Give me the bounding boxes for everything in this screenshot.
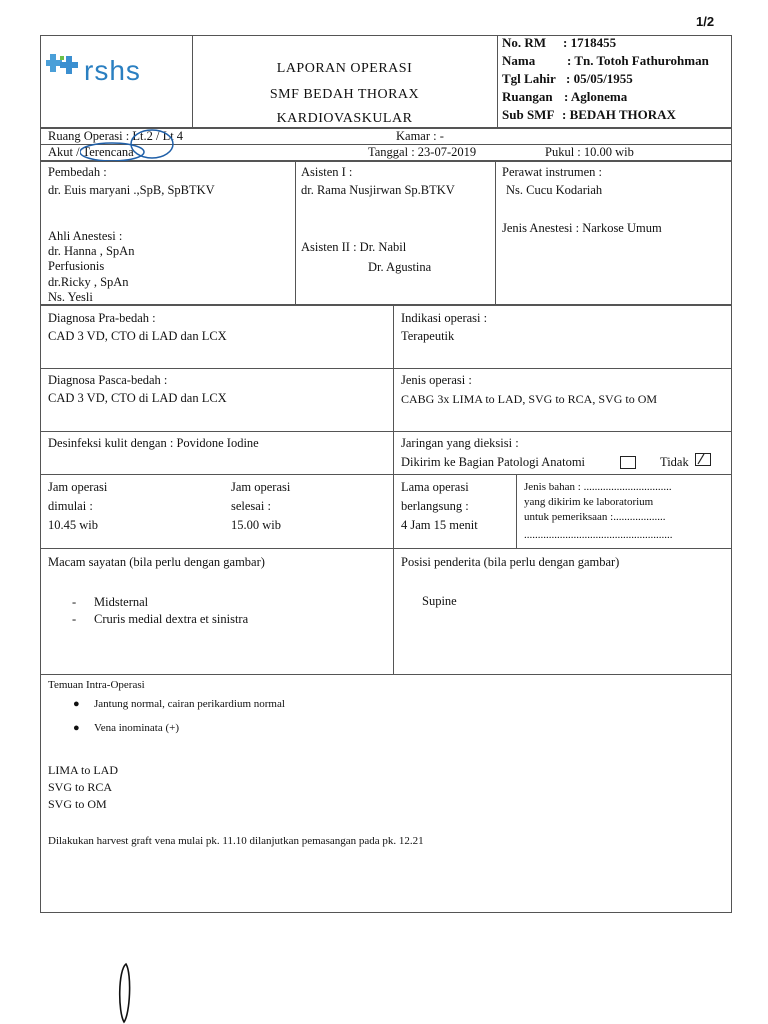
perawat-value: Ns. Cucu Kodariah bbox=[506, 183, 603, 197]
tanggal: Tanggal : 23-07-2019 bbox=[368, 145, 477, 159]
asisten-2b: Dr. Agustina bbox=[368, 260, 432, 274]
ruangan-value: : Aglonema bbox=[564, 89, 628, 104]
nama-label: Nama bbox=[502, 53, 536, 68]
temuan-bullet-1: Jantung normal, cairan perikardium normal bbox=[94, 698, 285, 710]
temuan-bullet-2: Vena inominata (+) bbox=[94, 722, 180, 734]
jaringan-tidak: Tidak bbox=[660, 455, 689, 469]
jenis-anestesi: Jenis Anestesi : Narkose Umum bbox=[502, 221, 662, 235]
sub-smf-value: : BEDAH THORAX bbox=[562, 107, 676, 122]
perfusionis-label: Perfusionis bbox=[48, 259, 105, 273]
sayatan-label: Macam sayatan (bila perlu dengan gambar) bbox=[48, 555, 265, 569]
asisten-2: Asisten II : Dr. Nabil bbox=[301, 240, 407, 254]
sayatan-dash-1: - bbox=[72, 595, 77, 609]
logo-mark-icon bbox=[46, 50, 86, 80]
diagnosa-pasca-value: CAD 3 VD, CTO di LAD dan LCX bbox=[48, 391, 227, 405]
rshs-logo bbox=[46, 50, 166, 90]
akut-terencana: Akut / Terencana bbox=[48, 145, 134, 159]
temuan-line-3: SVG to OM bbox=[48, 797, 107, 811]
desinfeksi: Desinfeksi kulit dengan : Povidone Iodine bbox=[48, 436, 259, 450]
ahli-anestesi-value: dr. Hanna , SpAn bbox=[48, 244, 135, 258]
jaringan-label: Jaringan yang dieksisi : bbox=[401, 436, 519, 450]
perawat-label: Perawat instrumen : bbox=[502, 165, 602, 179]
diagnosa-pra-value: CAD 3 VD, CTO di LAD dan LCX bbox=[48, 329, 227, 343]
title-line-3: KARDIOVASKULAR bbox=[276, 111, 413, 126]
jenis-bahan-2: yang dikirim ke laboratorium bbox=[524, 496, 654, 508]
pembedah-label: Pembedah : bbox=[48, 165, 107, 179]
temuan-line-2: SVG to RCA bbox=[48, 780, 113, 794]
title-line-2: SMF BEDAH THORAX bbox=[269, 87, 420, 102]
tgl-lahir-value: : 05/05/1955 bbox=[566, 71, 633, 86]
dikirim-checkbox[interactable] bbox=[620, 456, 636, 469]
asisten-1-value: dr. Rama Nusjirwan Sp.BTKV bbox=[301, 183, 455, 197]
jenis-operasi-label: Jenis operasi : bbox=[401, 373, 472, 387]
diagnosa-pasca-label: Diagnosa Pasca-bedah : bbox=[48, 373, 168, 387]
nama-value: : Tn. Totoh Fathurohman bbox=[567, 53, 709, 68]
jaringan-dikirim: Dikirim ke Bagian Patologi Anatomi bbox=[401, 455, 586, 469]
indikasi-value: Terapeutik bbox=[401, 329, 455, 343]
no-rm-value: : 1718455 bbox=[563, 35, 617, 50]
bullet-1: ● bbox=[73, 698, 80, 710]
jam-selesai-label-1: Jam operasi bbox=[231, 480, 291, 494]
lama-label-1: Lama operasi bbox=[401, 480, 469, 494]
lama-value: 4 Jam 15 menit bbox=[401, 518, 478, 532]
asisten-1-label: Asisten I : bbox=[301, 165, 353, 179]
ruang-operasi: Ruang Operasi : Lt.2 / Lt 4 bbox=[48, 129, 184, 143]
jam-mulai-label-1: Jam operasi bbox=[48, 480, 108, 494]
jam-mulai-value: 10.45 wib bbox=[48, 518, 98, 532]
pukul: Pukul : 10.00 wib bbox=[545, 145, 634, 159]
page-number: 1/2 bbox=[696, 14, 715, 29]
logo-text: rshs bbox=[84, 55, 141, 86]
kamar: Kamar : - bbox=[396, 129, 444, 143]
jenis-bahan-1: Jenis bahan : ................................ bbox=[524, 481, 672, 493]
jenis-bahan-3: untuk pemeriksaan :................... bbox=[524, 511, 666, 523]
bullet-2: ● bbox=[73, 722, 80, 734]
jenis-bahan-4: ...................................................... bbox=[524, 529, 673, 541]
perfusionis-2: Ns. Yesli bbox=[48, 290, 93, 304]
handwritten-circle-marks bbox=[80, 128, 180, 164]
title-line-1: LAPORAN OPERASI bbox=[276, 61, 413, 76]
pembedah-value: dr. Euis maryani .,SpB, SpBTKV bbox=[48, 183, 215, 197]
jam-selesai-value: 15.00 wib bbox=[231, 518, 281, 532]
posisi-label: Posisi penderita (bila perlu dengan gambar) bbox=[401, 555, 620, 569]
ahli-anestesi-label: Ahli Anestesi : bbox=[48, 229, 123, 243]
ruangan-label: Ruangan bbox=[502, 89, 553, 104]
temuan-label: Temuan Intra-Operasi bbox=[48, 679, 145, 691]
sayatan-item-2: Cruris medial dextra et sinistra bbox=[94, 612, 249, 626]
handwritten-mark bbox=[112, 962, 140, 1024]
sub-smf-label: Sub SMF bbox=[502, 107, 555, 122]
jam-mulai-label-2: dimulai : bbox=[48, 499, 93, 513]
temuan-line-1: LIMA to LAD bbox=[48, 763, 118, 777]
indikasi-label: Indikasi operasi : bbox=[401, 311, 488, 325]
jam-selesai-label-2: selesai : bbox=[231, 499, 271, 513]
sayatan-dash-2: - bbox=[72, 612, 77, 626]
temuan-note: Dilakukan harvest graft vena mulai pk. 11.10 dilanjutkan pemasangan pada pk. 12.21 bbox=[48, 835, 424, 847]
sayatan-item-1: Midsternal bbox=[94, 595, 149, 609]
jenis-operasi-value: CABG 3x LIMA to LAD, SVG to RCA, SVG to OM bbox=[401, 392, 658, 406]
no-rm-label: No. RM bbox=[502, 35, 547, 50]
check-mark-icon bbox=[696, 454, 710, 465]
lama-label-2: berlangsung : bbox=[401, 499, 469, 513]
perfusionis-1: dr.Ricky , SpAn bbox=[48, 275, 129, 289]
diagnosa-pra-label: Diagnosa Pra-bedah : bbox=[48, 311, 156, 325]
posisi-value: Supine bbox=[422, 594, 457, 608]
tidak-checkbox[interactable] bbox=[695, 453, 711, 466]
tgl-lahir-label: Tgl Lahir bbox=[502, 71, 556, 86]
